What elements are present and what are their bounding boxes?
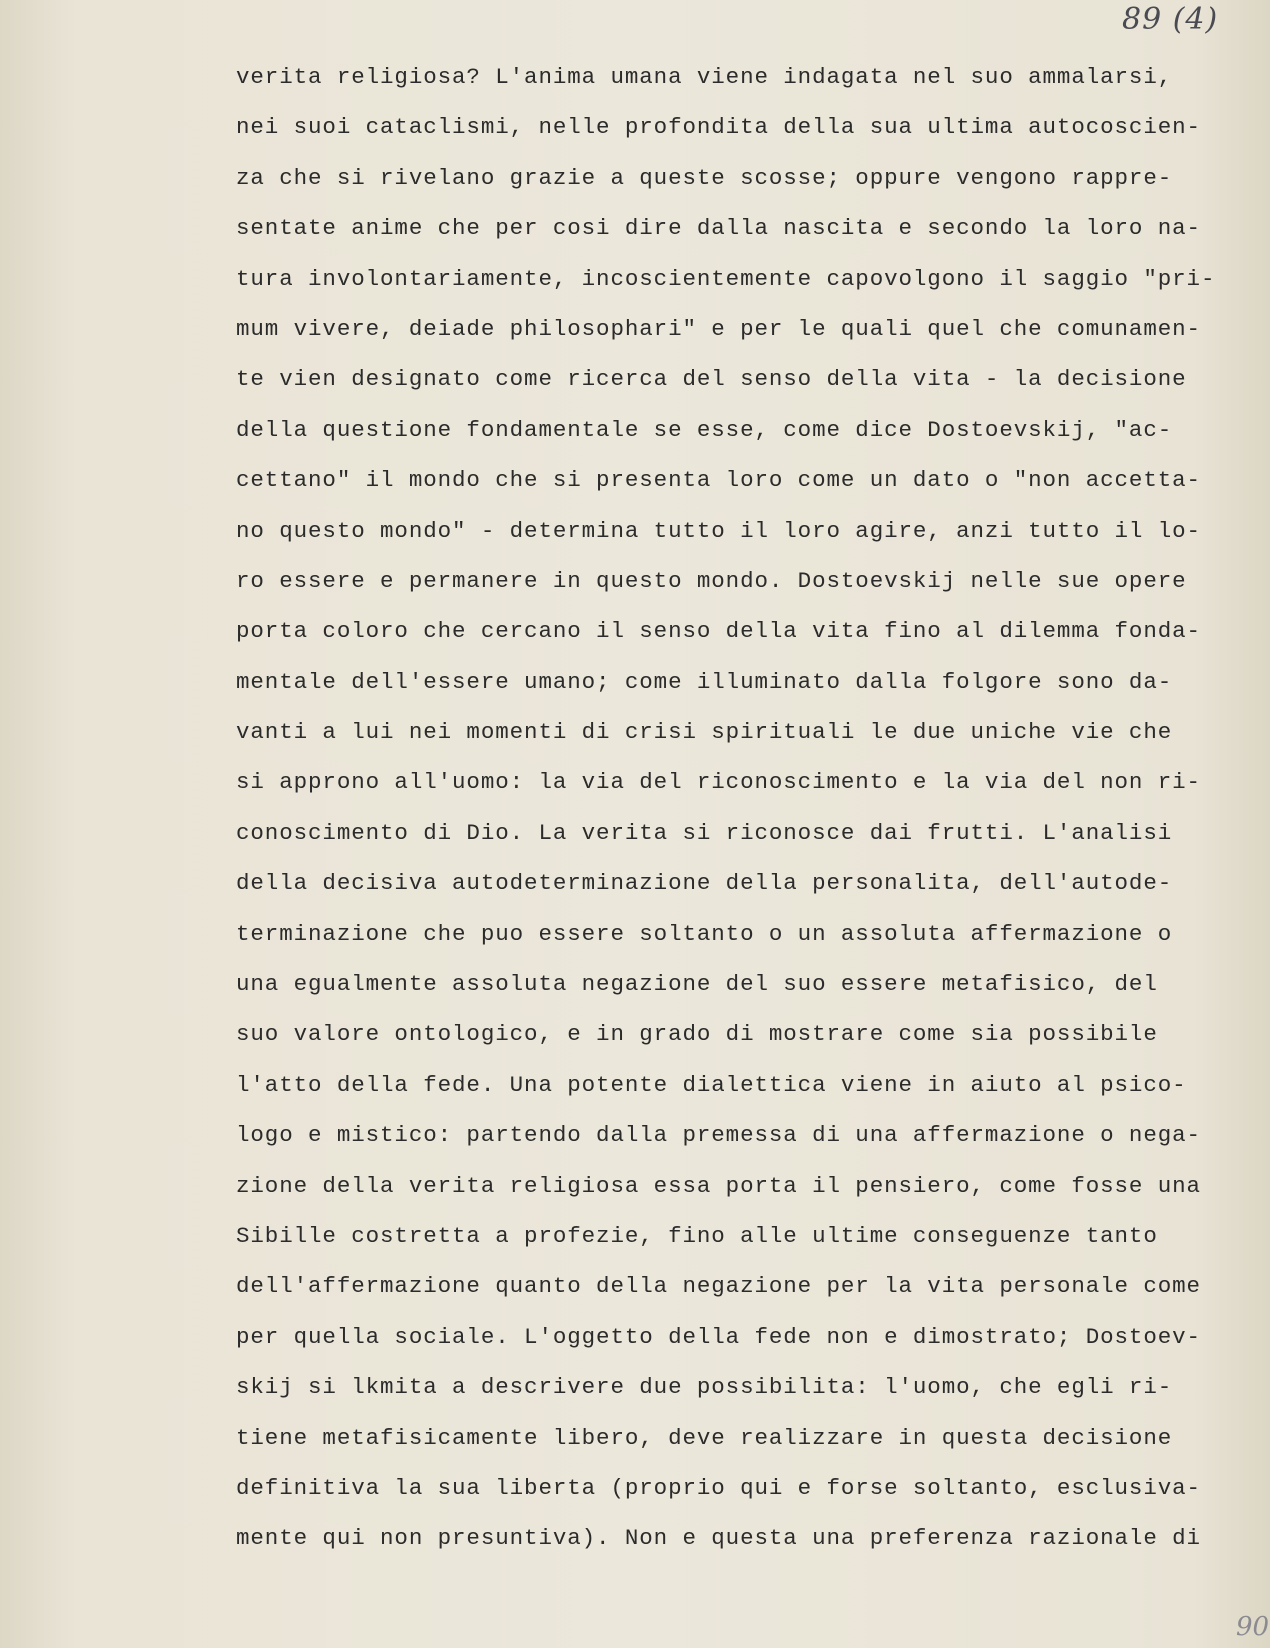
text-line: della questione fondamentale se esse, come dice Dostoevskij, "ac-: [236, 416, 1173, 443]
text-line: skij si lkmita a descrivere due possibilita: l'uomo, che egli ri-: [236, 1374, 1173, 1401]
text-line: mente qui non presuntiva). Non e questa una preferenza razionale di: [236, 1525, 1201, 1552]
text-line: vanti a lui nei momenti di crisi spirituali le due uniche vie che: [236, 719, 1173, 746]
text-line: terminazione che puo essere soltanto o un assoluta affermazione o: [236, 920, 1173, 947]
text-line: za che si rivelano grazie a queste scosse; oppure vengono rappre-: [236, 164, 1173, 191]
text-line: l'atto della fede. Una potente dialettica viene in aiuto al psico-: [236, 1071, 1187, 1098]
text-line: logo e mistico: partendo dalla premessa di una affermazione o nega-: [236, 1122, 1201, 1149]
text-line: dell'affermazione quanto della negazione per la vita personale come: [236, 1273, 1201, 1300]
text-line: Sibille costretta a profezie, fino alle ultime conseguenze tanto: [236, 1222, 1158, 1249]
text-line: definitiva la sua liberta (proprio qui e forse soltanto, esclusiva-: [236, 1474, 1201, 1501]
text-line: zione della verita religiosa essa porta il pensiero, come fosse una: [236, 1172, 1201, 1199]
text-line: si approno all'uomo: la via del riconoscimento e la via del non ri-: [236, 769, 1201, 796]
text-line: mum vivere, deiade philosophari" e per le quali quel che comunamen-: [236, 315, 1201, 342]
text-line: della decisiva autodeterminazione della personalita, dell'autode-: [236, 870, 1173, 897]
text-line: nei suoi cataclismi, nelle profondita della sua ultima autocoscien-: [236, 114, 1201, 141]
text-line: mentale dell'essere umano; come illuminato dalla folgore sono da-: [236, 668, 1173, 695]
text-line: porta coloro che cercano il senso della vita fino al dilemma fonda-: [236, 618, 1201, 645]
page-number-annotation-top: 89 (4): [1122, 2, 1219, 37]
text-line: per quella sociale. L'oggetto della fede non e dimostrato; Dostoev-: [236, 1323, 1201, 1350]
text-line: tura involontariamente, incoscientemente capovolgono il saggio "pri-: [236, 265, 1216, 292]
text-line: una egualmente assoluta negazione del suo essere metafisico, del: [236, 971, 1158, 998]
text-line: ro essere e permanere in questo mondo. Dostoevskij nelle sue opere: [236, 567, 1187, 594]
text-line: suo valore ontologico, e in grado di mostrare come sia possibile: [236, 1021, 1158, 1048]
typewritten-text-body: [236, 52, 1246, 1564]
text-line: sentate anime che per cosi dire dalla nascita e secondo la loro na-: [236, 215, 1201, 242]
text-line: verita religiosa? L'anima umana viene indagata nel suo ammalarsi,: [236, 64, 1173, 90]
text-line: no questo mondo" - determina tutto il loro agire, anzi tutto il lo-: [236, 517, 1201, 544]
text-line: conoscimento di Dio. La verita si riconosce dai frutti. L'analisi: [236, 819, 1173, 846]
page-number-annotation-bottom: 90: [1236, 1612, 1270, 1642]
text-line: tiene metafisicamente libero, deve realizzare in questa decisione: [236, 1424, 1173, 1451]
text-line: cettano" il mondo che si presenta loro come un dato o "non accetta-: [236, 467, 1201, 494]
text-line: te vien designato come ricerca del senso della vita - la decisione: [236, 366, 1187, 393]
